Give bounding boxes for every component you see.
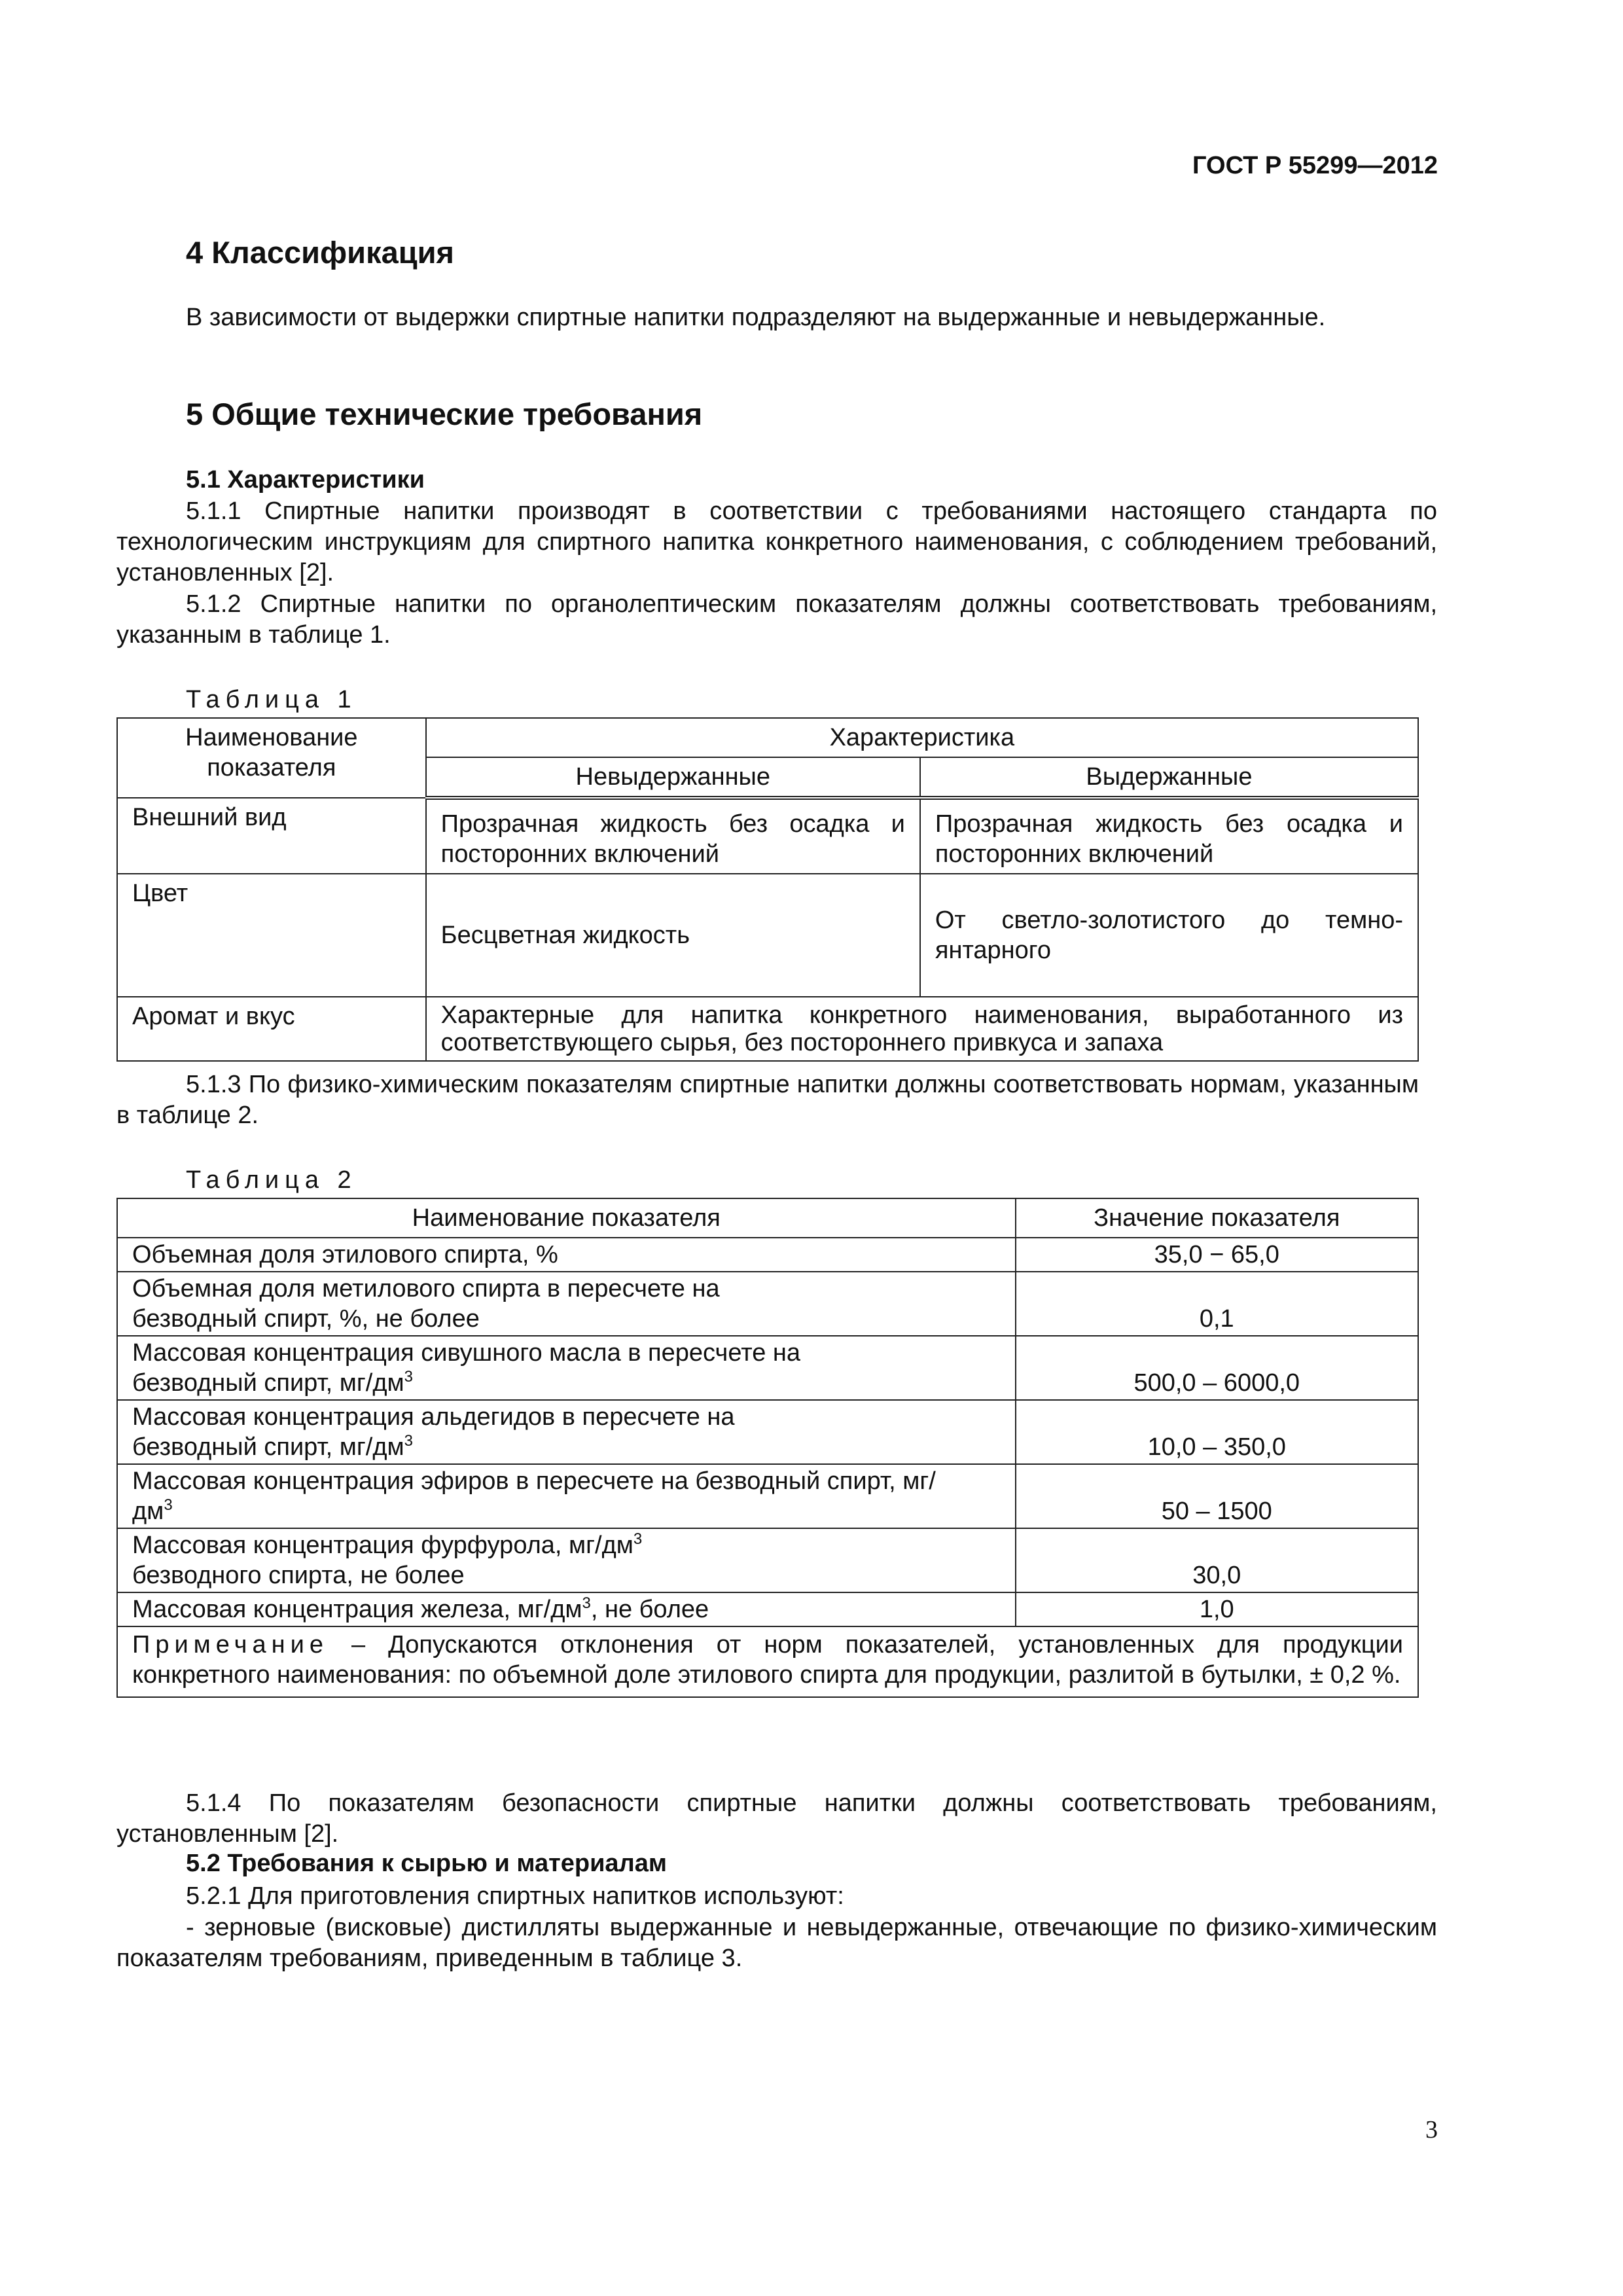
table-2-row-methanol-value: 0,1 [1016,1272,1418,1336]
table-2-note [117,1626,1418,1697]
table-2-row-fusel-text: Массовая концентрация сивушного масла в пересчете на безводный спирт, мг/дм [132,1339,801,1397]
table-1-header-unaged: Невыдержанные [426,757,920,798]
table-2-row-iron-text-b: , не более [590,1596,709,1623]
section-5-title: 5 Общие технические требования [186,397,703,431]
table-2-row-iron-sup: 3 [582,1594,591,1612]
paragraph-5-2-1-item: - зерновые (висковые) дистилляты выдержанные и невыдержанные, отвечающие по физико-химическим показателям требованиям, приведенным в таблице 3. [116,1914,1437,1972]
table-1-row-appearance-name: Внешний вид [117,798,426,874]
table-2 [116,1198,1419,1698]
page-number: 3 [1425,2116,1438,2144]
table-1-header-name: Наименование показателя [117,718,426,798]
table-2-row-iron-name [117,1592,1016,1626]
table-2-row-esters-value: 50 – 1500 [1016,1464,1418,1528]
table-2-row-furfural-sup: 3 [633,1530,643,1548]
table-2-row-aldehydes-value: 10,0 – 350,0 [1016,1400,1418,1464]
section-4-title: 4 Классификация [186,235,454,270]
table-2-row-furfural-text-a: Массовая концентрация фурфурола, мг/дм [132,1532,633,1559]
table-1-row-aroma-name: Аромат и вкус [117,997,426,1061]
table-1-row-appearance-unaged: Прозрачная жидкость без осадка и посторонних включений [426,798,920,874]
table-1-header-characteristic: Характеристика [426,718,1418,757]
paragraph-5-2-1: 5.2.1 Для приготовления спиртных напитков используют: [186,1882,844,1910]
table-2-row-esters-sup: 3 [164,1496,173,1514]
paragraph-5-1-3: 5.1.3 По физико-химическим показателям спиртные напитки должны соответствовать нормам, указанным в таблице 2. [116,1071,1419,1129]
table-1-row-color-name: Цвет [117,874,426,997]
paragraph-5-1-4: 5.1.4 По показателям безопасности спиртные напитки должны соответствовать требованиям, установленным [2]. [116,1789,1437,1848]
table-1-row-color-aged: От светло-золотистого до темно-янтарного [920,874,1418,997]
table-2-row-methanol-name: Объемная доля метилового спирта в пересчете на безводный спирт, %, не более [117,1272,1016,1336]
table-2-caption: Таблица 2 [186,1166,357,1194]
table-2-note-label: Примечание [132,1631,329,1659]
table-2-row-esters-text: Массовая концентрация эфиров в пересчете на безводный спирт, мг/дм [132,1467,936,1525]
table-2-row-esters-name [117,1464,1016,1528]
subsection-5-2-title: 5.2 Требования к сырью и материалам [186,1850,667,1877]
table-1-row-appearance-aged: Прозрачная жидкость без осадка и посторонних включений [920,798,1418,874]
table-2-row-furfural-name [117,1528,1016,1592]
table-1-header-aged: Выдержанные [920,757,1418,798]
table-2-header-name: Наименование показателя [117,1198,1016,1238]
table-2-row-iron-value: 1,0 [1016,1592,1418,1626]
table-2-header-value: Значение показателя [1016,1198,1418,1238]
table-2-row-furfural-value: 30,0 [1016,1528,1418,1592]
table-2-row-furfural-text-b: безводного спирта, не более [132,1562,465,1589]
table-2-note-text: – Допускаются отклонения от норм показателей, установленных для продукции конкретного наименования: по объемной доле этилового спирта для продукции, разлитой в бутылки, ± 0,2 %. [132,1631,1403,1689]
table-2-row-aldehydes-name [117,1400,1016,1464]
table-2-row-iron-text-a: Массовая концентрация железа, мг/дм [132,1596,582,1623]
table-1 [116,717,1419,1062]
table-2-row-ethanol-name: Объемная доля этилового спирта, % [117,1238,1016,1272]
table-2-row-aldehydes-sup: 3 [404,1432,413,1450]
subsection-5-1-title: 5.1 Характеристики [186,466,425,493]
table-1-caption: Таблица 1 [186,686,357,713]
table-2-row-fusel-sup: 3 [404,1368,413,1386]
table-2-row-fusel-name [117,1336,1016,1400]
paragraph-5-1-1: 5.1.1 Спиртные напитки производят в соответствии с требованиями настоящего стандарта по технологическим инструкциям для спиртного напитка конкретного наименования, с соблюдением требований, установленных [2]. [116,497,1437,586]
paragraph-5-1-2: 5.1.2 Спиртные напитки по органолептическим показателям должны соответствовать требованиям, указанным в таблице 1. [116,590,1437,649]
table-2-row-aldehydes-text: Массовая концентрация альдегидов в пересчете на безводный спирт, мг/дм [132,1403,735,1461]
table-1-row-aroma-value: Характерные для напитка конкретного наименования, выработанного из соответствующего сырья, без постороннего привкуса и запаха [426,997,1418,1061]
standard-number: ГОСТ Р 55299—2012 [1192,152,1438,179]
section-4-text: В зависимости от выдержки спиртные напитки подразделяют на выдержанные и невыдержанные. [186,304,1326,331]
table-2-row-fusel-value: 500,0 – 6000,0 [1016,1336,1418,1400]
table-2-row-ethanol-value: 35,0 − 65,0 [1016,1238,1418,1272]
table-1-row-color-unaged: Бесцветная жидкость [426,874,920,997]
